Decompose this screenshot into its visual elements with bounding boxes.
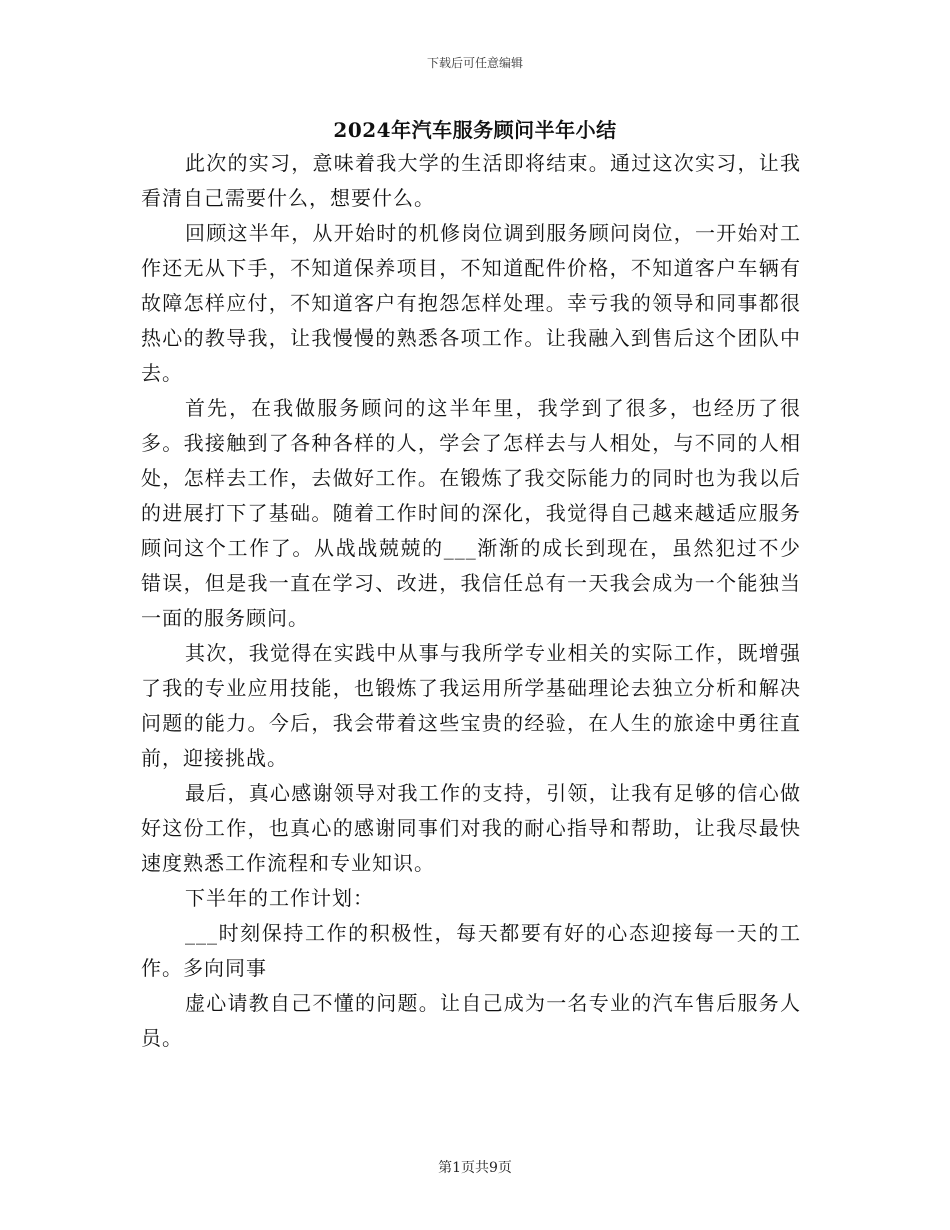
document-body xyxy=(141,146,801,1056)
paragraph-review: 回顾这半年，从开始时的机修岗位调到服务顾问岗位，一开始对工作还无从下手，不知道保养项目，不知道配件价格，不知道客户车辆有故障怎样应付，不知道客户有抱怨怎样处理。幸亏我的领导和同事都很热心的教导我，让我慢慢的熟悉各项工作。让我融入到售后这个团队中去。 xyxy=(141,221,801,385)
paragraph-plan-continued: 虚心请教自己不懂的问题。让自己成为一名专业的汽车售后服务人员。 xyxy=(141,991,801,1050)
document-title: 2024年汽车服务顾问半年小结 xyxy=(333,118,617,142)
paragraph-plan-item: ___时刻保持工作的积极性，每天都要有好的心态迎接每一天的工作。多向同事 xyxy=(141,921,801,980)
paragraph-second: 其次，我觉得在实践中从事与我所学专业相关的实际工作，既增强了我的专业应用技能，也锻炼了我运用所学基础理论去独立分析和解决问题的能力。今后，我会带着这些宝贵的经验，在人生的旅途中勇往直前，迎接挑战。 xyxy=(141,641,801,770)
page-indicator: 第1页共9页 xyxy=(438,1160,512,1176)
paragraph-plan-heading: 下半年的工作计划： xyxy=(185,886,374,910)
paragraph-first: 首先，在我做服务顾问的这半年里，我学到了很多，也经历了很多。我接触到了各种各样的人，学会了怎样去与人相处，与不同的人相处，怎样去工作，去做好工作。在锻炼了我交际能力的同时也为我以后的进展打下了基础。随着工作时间的深化，我觉得自己越来越适应服务顾问这个工作了。从战战兢兢的___渐渐的成长到现在，虽然犯过不少错误，但是我一直在学习、改进，我信任总有一天我会成为一个能独当一面的服务顾问。 xyxy=(141,396,801,630)
paragraph-thanks: 最后，真心感谢领导对我工作的支持，引领，让我有足够的信心做好这份工作，也真心的感谢同事们对我的耐心指导和帮助，让我尽最快速度熟悉工作流程和专业知识。 xyxy=(141,781,801,875)
header-note: 下载后可任意编辑 xyxy=(426,56,523,70)
paragraph-internship-intro: 此次的实习，意味着我大学的生活即将结束。通过这次实习，让我看清自己需要什么，想要什么。 xyxy=(141,151,801,210)
